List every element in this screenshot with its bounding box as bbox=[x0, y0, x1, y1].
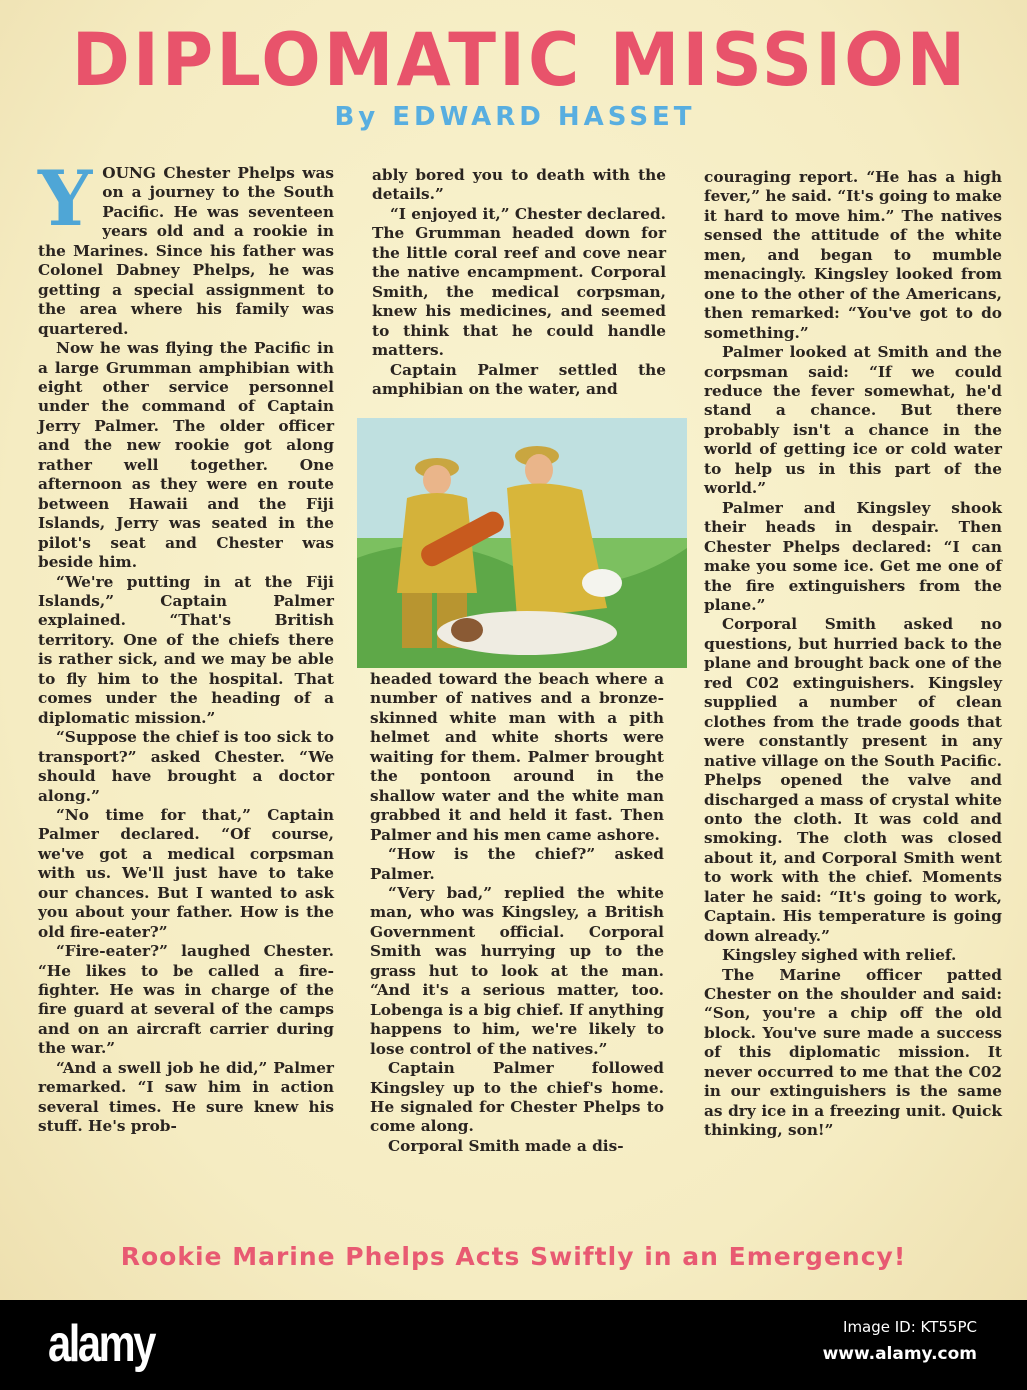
paragraph: “I enjoyed it,” Chester declared. The Grumman headed down for the little coral reef and cove near the native encampment. Corporal Smith, the medical corpsman, knew his medicines, and seemed to think that he could handle matters. bbox=[372, 204, 666, 360]
text-column-1 bbox=[38, 154, 334, 1137]
paragraph: Captain Palmer settled the amphibian on the water, and bbox=[372, 360, 666, 398]
paragraph: couraging report. “He has a high fever,” he said. “It's going to make it hard to move him.” The natives sensed the attitude of the white men, and began to mumble menacingly. Kingsley looked from one to the other of the Americans, then remarked: “You've got to do something.” bbox=[704, 168, 1002, 342]
paragraph: The Marine officer patted Chester on the shoulder and said: “Son, you're a chip off the old block. You've sure made a success of this diplomatic mission. It never occurred to me that the C02 in our extinguishers is the same as dry ice in a freezing unit. Quick thinking, son!” bbox=[704, 965, 1002, 1140]
text-column-2-top bbox=[372, 166, 666, 399]
paragraph: “We're putting in at the Fiji Islands,” Captain Palmer explained. “That's British territory. One of the chiefs there is rather sick, and we may be able to fly him to the hospital. That comes under the heading of a diplomatic mission.” bbox=[38, 572, 334, 727]
paragraph: Kingsley sighed with relief. bbox=[722, 946, 957, 965]
byline: By EDWARD HASSET bbox=[334, 102, 696, 132]
paragraph: Now he was flying the Pacific in a large Grumman amphibian with eight other service personnel under the command of Captain Jerry Palmer. The older officer and the new rookie got along rather well together. One afternoon as they were en route between Hawaii and the Fiji Islands, Jerry was seated in the pilot's seat and Chester was beside him. bbox=[38, 339, 334, 572]
paragraph: Captain Palmer followed Kingsley up to the chief's home. He signaled for Chester Phelps to come along. bbox=[370, 1059, 664, 1136]
paragraph: “Suppose the chief is too sick to transport?” asked Chester. “We should have brought a doctor along.” bbox=[38, 728, 334, 805]
paragraph: “Very bad,” replied the white man, who was Kingsley, a British Government official. Corporal Smith was hurrying up to the grass hut to look at the man. “And it's a serious matter, too. Lobenga is a big chief. If anything happens to him, we're likely to lose control of the natives.” bbox=[370, 883, 664, 1058]
paragraph: “How is the chief?” asked Palmer. bbox=[370, 845, 664, 883]
paragraph: OUNG Chester Phelps was on a journey to the South Pacific. He was seventeen years old and a rookie in the Marines. Since his father was Colonel Dabney Phelps, he was getting a special assignment to the area where his family was quartered. bbox=[38, 164, 334, 338]
paragraph: “No time for that,” Captain Palmer declared. “Of course, we've got a medical corpsman with us. We'll just have to take our chances. But I wanted to ask you about your father. How is the old fire-eater?” bbox=[38, 805, 334, 941]
footer-tagline: Rookie Marine Phelps Acts Swiftly in an Emergency! bbox=[120, 1242, 907, 1271]
drop-cap: Y bbox=[38, 154, 93, 243]
illustration-soldiers-treating-chief bbox=[357, 418, 687, 668]
site-url: www.alamy.com bbox=[822, 1344, 977, 1364]
text-column-3 bbox=[704, 168, 1002, 1141]
watermark-band bbox=[0, 1300, 1027, 1390]
paragraph: “Fire-eater?” laughed Chester. “He likes to be called a fire-fighter. He was in charge of the fire guard at several of the camps and on an aircraft carrier during the war.” bbox=[38, 942, 334, 1058]
patient-chief bbox=[437, 611, 617, 655]
paragraph: Corporal Smith asked no questions, but hurried back to the plane and brought back one of the red C02 extinguishers. Kingsley supplied a number of clean clothes from the trade goods that were constantly present in any native village on the South Pacific. Phelps opened the valve and discharged a mass of crystal white onto the cloth. It was cold and smoking. The cloth was closed about it, and Corporal Smith went to work with the chief. Moments later he said: “It's going to work, Captain. His temperature is going down already.” bbox=[704, 615, 1002, 945]
paragraph: headed toward the beach where a number of natives and a bronze-skinned white man with a pith helmet and white shorts were waiting for them. Palmer brought the pontoon around in the shallow water and the white man grabbed it and held it fast. Then Palmer and his men came ashore. bbox=[370, 670, 664, 844]
text-column-2-bottom bbox=[370, 670, 664, 1156]
paragraph: Palmer and Kingsley shook their heads in despair. Then Chester Phelps declared: “I can make you some ice. Get me one of the fire extinguishers from the plane.” bbox=[704, 498, 1002, 614]
paragraph: Corporal Smith made a dis- bbox=[388, 1136, 624, 1155]
paragraph: “And a swell job he did,” Palmer remarked. “I saw him in action several times. He sure knew his stuff. He's prob- bbox=[38, 1058, 334, 1136]
alamy-logo: alamy bbox=[48, 1315, 154, 1373]
image-id: Image ID: KT55PC bbox=[843, 1318, 977, 1336]
story-title: DIPLOMATIC MISSION bbox=[71, 16, 969, 104]
paragraph: Palmer looked at Smith and the corpsman said: “If we could reduce the fever somewhat, he'd stand a chance. But there probably isn't a chance in the world of getting ice or cold water to help us in this part of the world.” bbox=[704, 343, 1002, 498]
paragraph: ably bored you to death with the details.” bbox=[372, 166, 666, 204]
